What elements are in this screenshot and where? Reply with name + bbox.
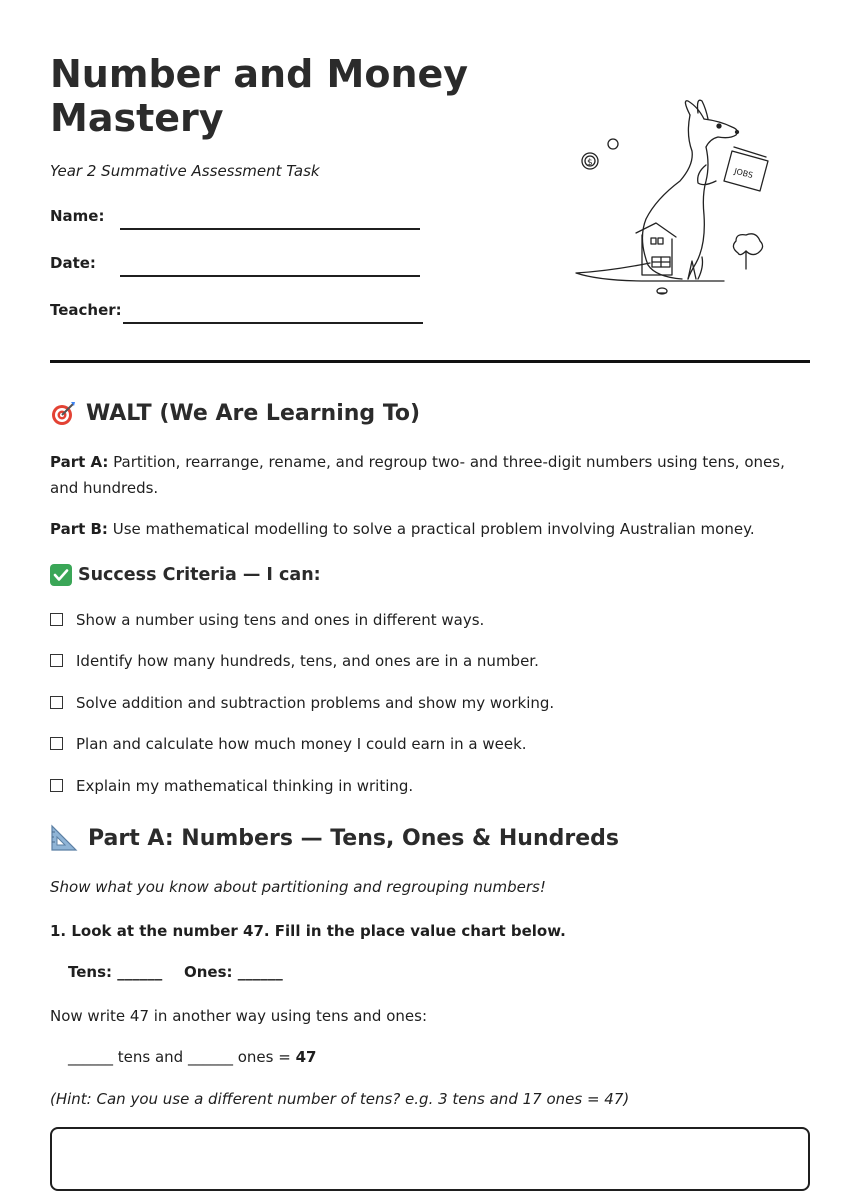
rewrite-blanks: ______ tens and ______ ones = (68, 1048, 296, 1066)
coin-symbol: $ (587, 158, 593, 168)
walt-part-b-label: Part B: (50, 520, 108, 538)
walt-part-a (50, 449, 790, 501)
date-line (120, 275, 420, 277)
page-subtitle: Year 2 Summative Assessment Task (50, 162, 320, 180)
criteria-text: Show a number using tens and ones in different ways. (76, 611, 485, 629)
checkbox[interactable] (50, 737, 63, 750)
triangle-ruler-icon (50, 824, 78, 852)
success-criteria-heading-text: Success Criteria — I can: (78, 565, 321, 585)
walt-heading (50, 400, 420, 426)
check-mark-icon (50, 564, 72, 586)
criteria-item[interactable] (50, 650, 539, 672)
header-divider (50, 360, 810, 363)
teacher-line (123, 322, 423, 324)
name-label: Name: (50, 207, 105, 225)
answer-box[interactable] (50, 1127, 810, 1191)
checkbox[interactable] (50, 779, 63, 792)
sign-text: JOBS (733, 166, 754, 181)
tens-blank[interactable]: Tens: ______ (68, 963, 163, 981)
hint-text: (Hint: Can you use a different number of tens? e.g. 3 tens and 17 ones = 47) (50, 1090, 630, 1108)
rewrite-line[interactable] (68, 1044, 808, 1070)
date-label: Date: (50, 254, 96, 272)
kangaroo-illustration (570, 95, 780, 305)
name-line (120, 228, 420, 230)
criteria-item[interactable] (50, 692, 554, 714)
teacher-field[interactable] (50, 301, 423, 327)
walt-part-a-text: Partition, rearrange, rename, and regroup two- and three-digit numbers using tens, ones, and hundreds. (50, 453, 785, 497)
name-field[interactable] (50, 207, 420, 233)
checkbox[interactable] (50, 696, 63, 709)
ones-blank[interactable]: Ones: ______ (184, 963, 283, 981)
walt-part-a-label: Part A: (50, 453, 109, 471)
walt-part-b (50, 516, 790, 542)
success-criteria-heading (50, 564, 321, 586)
checkbox[interactable] (50, 613, 63, 626)
rewrite-value: 47 (295, 1048, 317, 1066)
criteria-text: Identify how many hundreds, tens, and ones are in a number. (76, 652, 539, 670)
walt-part-b-text: Use mathematical modelling to solve a practical problem involving Australian money. (112, 520, 755, 538)
part-a-intro: Show what you know about partitioning and regrouping numbers! (50, 878, 546, 896)
walt-heading-text: WALT (We Are Learning To) (86, 400, 421, 426)
criteria-text: Solve addition and subtraction problems and show my working. (76, 694, 555, 712)
question-1: 1. Look at the number 47. Fill in the place value chart below. (50, 922, 566, 940)
target-icon (50, 400, 76, 426)
worksheet-page (50, 0, 810, 1161)
page-title: Number and Money Mastery (50, 52, 469, 140)
part-a-heading-text: Part A: Numbers — Tens, Ones & Hundreds (88, 825, 619, 851)
rewrite-prompt: Now write 47 in another way using tens and ones: (50, 1007, 427, 1025)
criteria-item[interactable] (50, 775, 413, 797)
criteria-text: Explain my mathematical thinking in writing. (76, 777, 414, 795)
criteria-item[interactable] (50, 609, 484, 631)
date-field[interactable] (50, 254, 420, 280)
part-a-heading (50, 824, 619, 852)
checkbox[interactable] (50, 654, 63, 667)
teacher-label: Teacher: (50, 301, 122, 319)
criteria-text: Plan and calculate how much money I could earn in a week. (76, 735, 527, 753)
criteria-item[interactable] (50, 733, 527, 755)
